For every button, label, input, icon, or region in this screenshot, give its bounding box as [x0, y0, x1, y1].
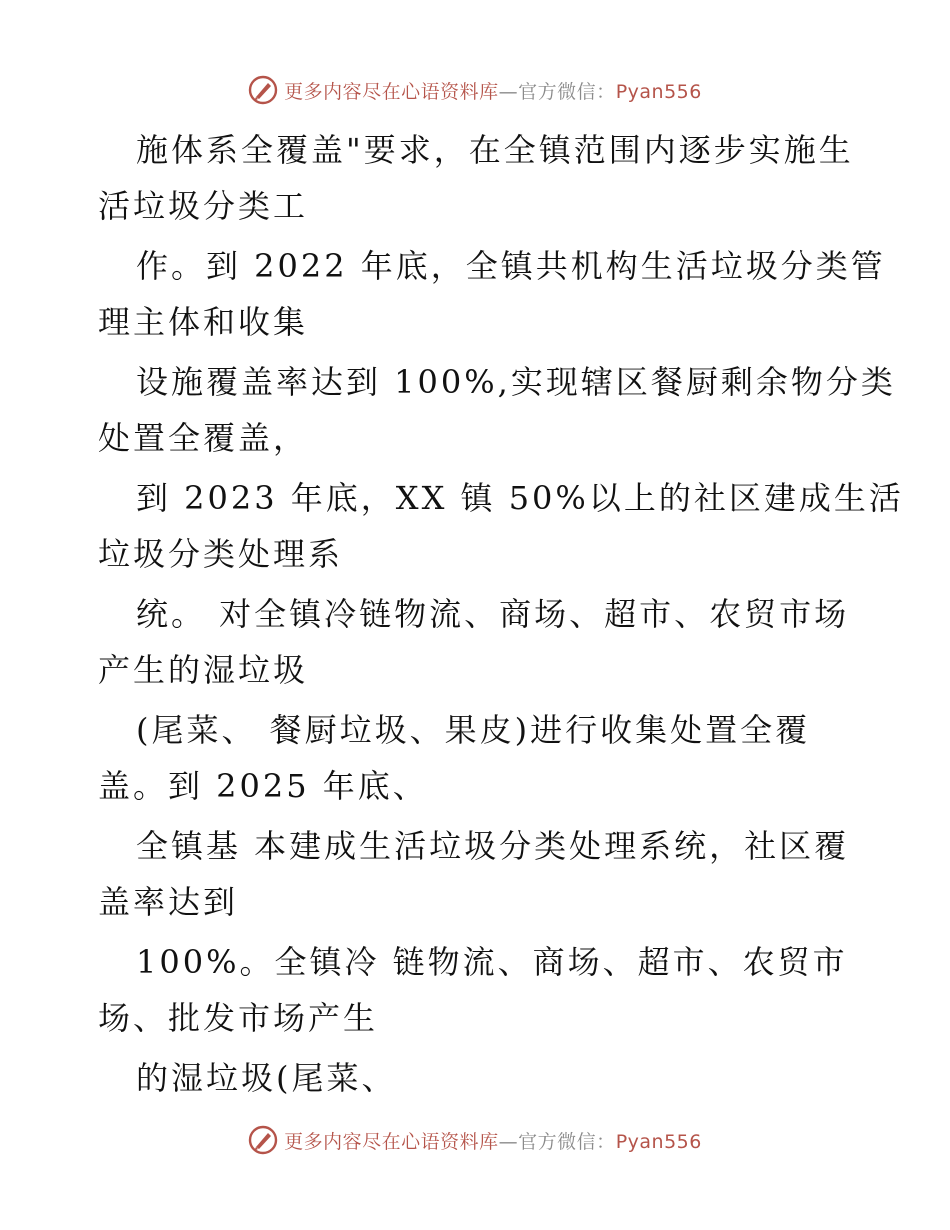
watermark-wechat-id: Pyan556: [615, 80, 702, 103]
watermark-wechat-id: Pyan556: [615, 1130, 702, 1153]
feather-pen-seal-icon: [248, 75, 278, 105]
body-line: 盖率达到: [98, 883, 239, 921]
body-line: (尾菜、 餐厨垃圾、果皮)进行收集处置全覆: [136, 711, 811, 749]
body-line: 产生的湿垃圾: [98, 651, 309, 689]
watermark-text: [284, 1127, 702, 1154]
body-line: 作。到 2022 年底，全镇共机构生活垃圾分类管: [136, 247, 886, 285]
body-line: 场、批发市场产生: [98, 999, 379, 1037]
footer-watermark: [0, 1120, 950, 1160]
body-line: 100%。全镇冷 链物流、商场、超市、农贸市: [136, 943, 848, 981]
body-line: 设施覆盖率达到 100%,实现辖区餐厨剩余物分类: [136, 363, 896, 401]
body-line: 活垃圾分类工: [98, 187, 309, 225]
watermark-site-text: 更多内容尽在心语资料库: [284, 1130, 499, 1153]
header-watermark: [0, 70, 950, 110]
body-line: 盖。到 2025 年底、: [98, 767, 428, 805]
body-line: 施体系全覆盖"要求，在全镇范围内逐步实施生: [136, 131, 854, 169]
watermark-wechat-label: 官方微信：: [518, 80, 616, 103]
body-line: 全镇基 本建成生活垃圾分类处理系统，社区覆: [136, 827, 850, 865]
watermark-separator: —: [498, 1130, 519, 1153]
body-line: 统。 对全镇冷链物流、商场、超市、农贸市场: [136, 595, 850, 633]
watermark-site-text: 更多内容尽在心语资料库: [284, 80, 499, 103]
body-line: 理主体和收集: [98, 303, 309, 341]
watermark-wechat-label: 官方微信：: [518, 1130, 616, 1153]
watermark-text: [284, 77, 702, 104]
body-line: 垃圾分类处理系: [98, 535, 344, 573]
body-line: 到 2023 年底，XX 镇 50%以上的社区建成生活: [136, 479, 904, 517]
watermark-separator: —: [498, 80, 519, 103]
body-line: 处置全覆盖，: [98, 419, 309, 457]
body-line: 的湿垃圾(尾菜、: [136, 1059, 397, 1097]
feather-pen-seal-icon: [248, 1125, 278, 1155]
